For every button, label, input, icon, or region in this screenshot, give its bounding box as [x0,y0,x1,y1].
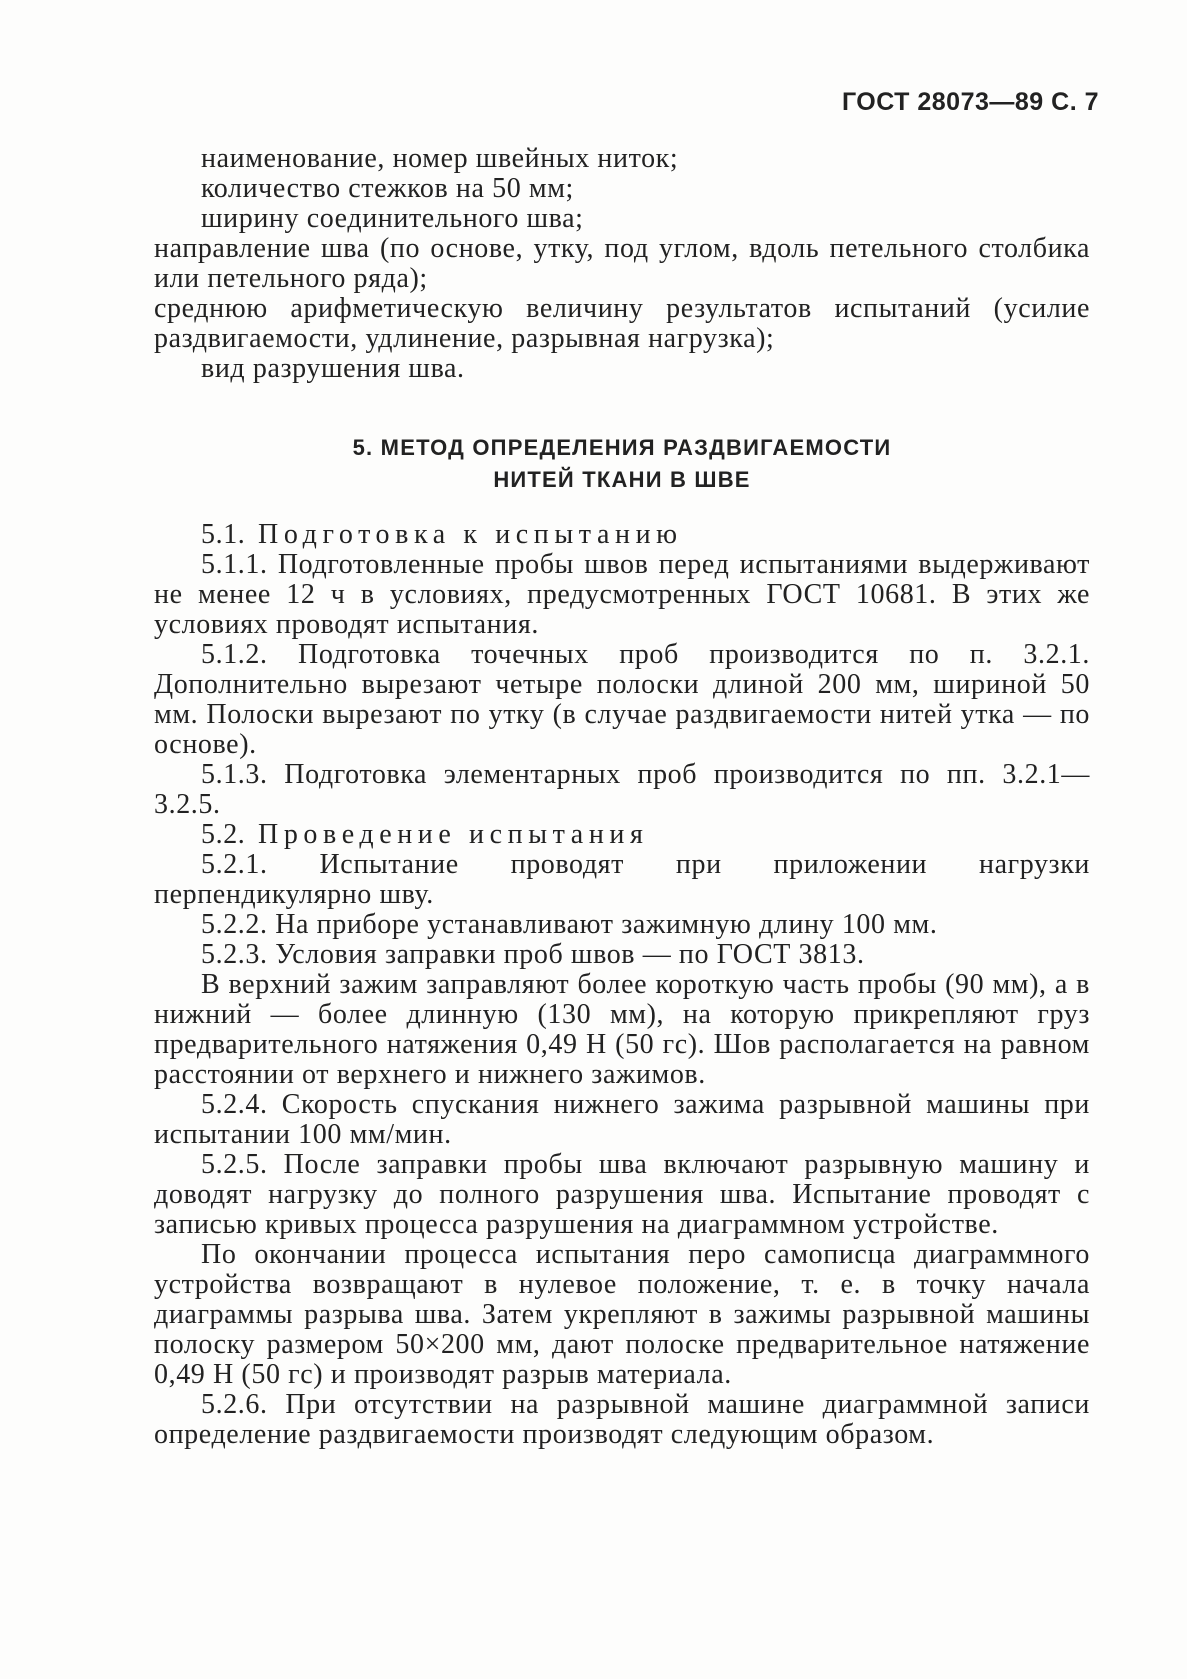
subsection-heading-5-2 [154,820,1090,850]
subsection-number: 5.2. [201,819,246,850]
subsection-title: Проведение испытания [258,819,649,850]
list-item: наименование, номер швейных ниток; [201,143,679,174]
list-item [107,294,1090,354]
paragraph-5-2-3-continued: В верхний зажим заправляют более короткую часть пробы (90 мм), а в нижний — более длинную (130 мм), на которую прикрепляют груз предварительного натяжения 0,49 Н (50 гс). Шов располагается на равном расстоянии от верхнего и нижнего зажимов. [154,969,1090,1090]
list-item: количество стежков на 50 мм; [201,173,574,204]
running-header: ГОСТ 28073—89 С. 7 [841,88,1099,116]
paragraph-5-2-5: 5.2.5. После заправки пробы шва включают разрывную машину и доводят нагрузку до полного разрушения шва. Испытание проводят с записью кривых процесса разрушения на диаграммном устройстве. [154,1149,1090,1240]
subsection-number: 5.1. [201,519,246,550]
paragraph-5-2-5-continued: По окончании процесса испытания перо самописца диаграммного устройства возвращают в нулевое положение, т. е. в точку начала диаграммы разрыва шва. Затем укрепляют в зажимы разрывной машины полоску размером 50×200 мм, дают полоске предварительное натяжение 0,49 Н (50 гс) и производят разрыв материала. [154,1239,1090,1390]
paragraph-5-2-3: 5.2.3. Условия заправки проб швов — по ГОСТ 3813. [201,939,865,970]
paragraph-5-2-1: 5.2.1. Испытание проводят при приложении нагрузки перпендикулярно шву. [154,849,1090,910]
list-item [107,234,1090,294]
list-item-text: среднюю арифметическую величину результатов испытаний (усилие раздвигаемости, удлинение, разрывная нагрузка); [154,293,1090,354]
paragraph-5-2-4: 5.2.4. Скорость спускания нижнего зажима разрывной машины при испытании 100 мм/мин. [154,1089,1090,1150]
section-title-line-2: НИТЕЙ ТКАНИ В ШВЕ [493,467,751,492]
list-item: ширину соединительного шва; [201,203,584,234]
section-title-line-1: 5. МЕТОД ОПРЕДЕЛЕНИЯ РАЗДВИГАЕМОСТИ [352,435,892,460]
paragraph-5-2-2: 5.2.2. На приборе устанавливают зажимную длину 100 мм. [201,909,938,940]
paragraph-5-1-1: 5.1.1. Подготовленные пробы швов перед испытаниями выдерживают не менее 12 ч в условиях, предусмотренных ГОСТ 10681. В этих же условиях проводят испытания. [154,549,1090,640]
paragraph-5-1-3: 5.1.3. Подготовка элементарных проб производится по пп. 3.2.1—3.2.5. [154,759,1090,820]
section-body [154,520,1090,1450]
list-item: вид разрушения шва. [201,353,465,384]
paragraph-5-1-2: 5.1.2. Подготовка точечных проб производится по п. 3.2.1. Дополнительно вырезают четыре полоски длиной 200 мм, шириной 50 мм. Полоски вырезают по утку (в случае раздвигаемости нитей утка — по основе). [154,639,1090,760]
subsection-heading-5-1 [154,520,1090,550]
paragraph-5-2-6: 5.2.6. При отсутствии на разрывной машине диаграммной записи определение раздвигаемости производят следующим образом. [154,1389,1090,1450]
list-item-text: направление шва (по основе, утку, под углом, вдоль петельного столбика или петельного ряда); [154,233,1090,294]
intro-list [154,144,1090,384]
subsection-title: Подготовка к испытанию [258,519,683,550]
section-heading [154,432,1090,496]
